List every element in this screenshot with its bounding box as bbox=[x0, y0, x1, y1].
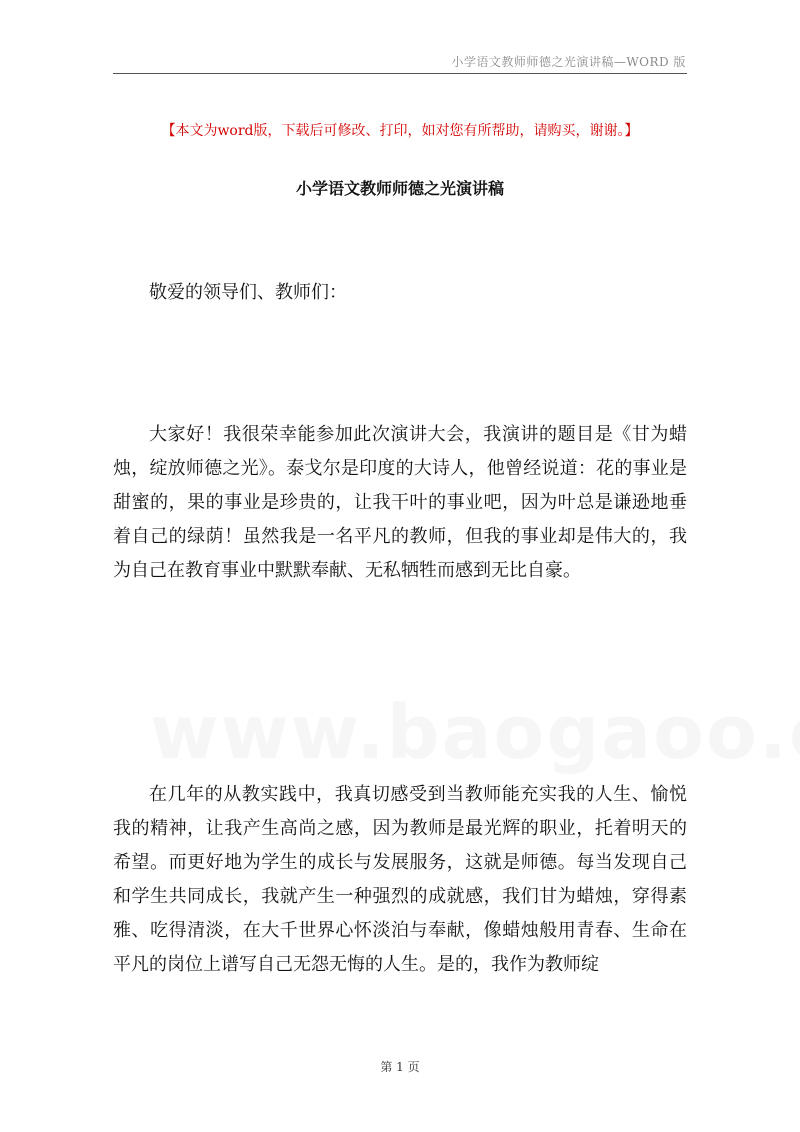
download-notice: 【本文为word版，下载后可修改、打印，如对您有所帮助，请购买，谢谢。】 bbox=[161, 123, 639, 139]
body-paragraph-1: 大家好！我很荣幸能参加此次演讲大会，我演讲的题目是《甘为蜡烛，绽放师德之光》。泰戈尔是印度的大诗人，他曾经说道：花的事业是甜蜜的，果的事业是珍贵的，让我干叶的事业吧，因为叶总是谦逊地垂着自己的绿荫！虽然我是一名平凡的教师，但我的事业却是伟大的，我为自己在教育事业中默默奉献、无私牺牲而感到无比自豪。 bbox=[113, 424, 687, 581]
body-paragraph-2: 在几年的从教实践中，我真切感受到当教师能充实我的人生、愉悦我的精神，让我产生高尚之感，因为教师是最光辉的职业，托着明天的希望。而更好地为学生的成长与发展服务，这就是师德。每当发现自己和学生共同成长，我就产生一种强烈的成就感，我们甘为蜡烛，穿得素雅、吃得清淡，在大千世界心怀淡泊与奉献，像蜡烛般用青春、生命在平凡的岗位上谱写自己无怨无悔的人生。是的，我作为教师绽 bbox=[113, 784, 687, 975]
header-document-title: 小学语文教师师德之光演讲稿—WORD 版 bbox=[451, 55, 686, 69]
header-divider bbox=[113, 73, 687, 74]
salutation-paragraph: 敬爱的领导们、教师们： bbox=[149, 282, 347, 303]
watermark bbox=[150, 690, 650, 776]
page-number: 第 1 页 bbox=[380, 1060, 420, 1074]
document-title: 小学语文教师师德之光演讲稿 bbox=[295, 179, 504, 198]
